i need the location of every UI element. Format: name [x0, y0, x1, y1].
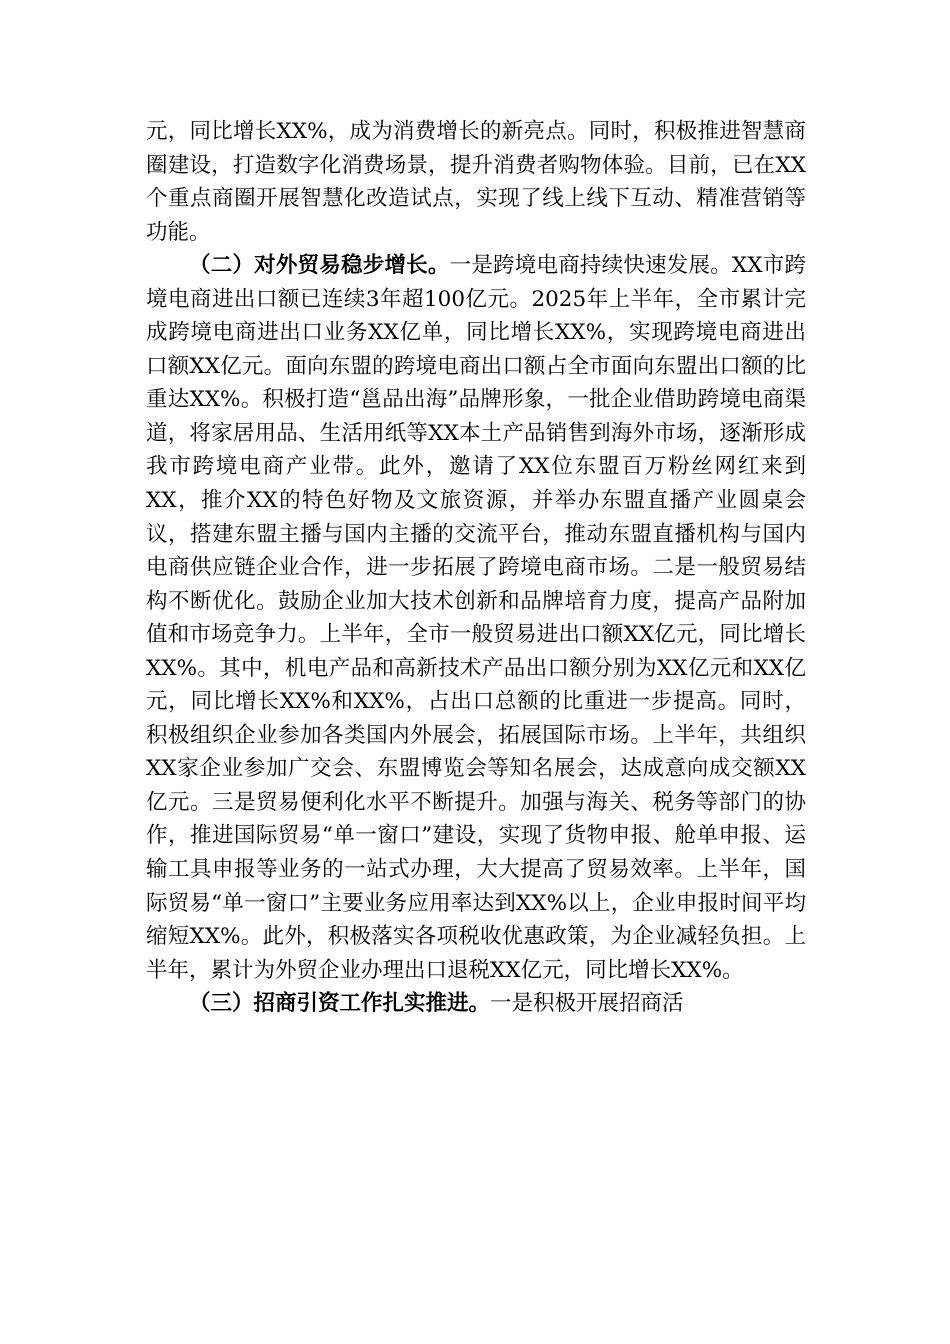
- section-heading-foreign-trade: （二）对外贸易稳步增长。: [189, 253, 450, 279]
- paragraph-text: 一是积极开展招商活: [490, 991, 684, 1017]
- document-body: [146, 115, 806, 1021]
- paragraph-consumption-continuation: [146, 115, 806, 249]
- section-heading-investment-promotion: （三）招商引资工作扎实推进。: [189, 991, 491, 1017]
- paragraph-text: 一是跨境电商持续快速发展。XX市跨境电商进出口额已连续3年超100亿元。2025年上半年，全市累计完成跨境电商进出口业务XX亿单，同比增长XX%，实现跨境电商进出口额XX亿元。面向东盟的跨境电商出口额占全市面向东盟出口额的比重达XX%。积极打造“邕品出海”品牌形象，一批企业借助跨境电商渠道，将家居用品、生活用纸等XX本土产品销售到海外市场，逐渐形成我市跨境电商产业带。此外，邀请了XX位东盟百万粉丝网红来到XX，推介XX的特色好物及文旅资源，并举办东盟直播产业圆桌会议，搭建东盟主播与国内主播的交流平台，推动东盟直播机构与国内电商供应链企业合作，进一步拓展了跨境电商市场。二是一般贸易结构不断优化。鼓励企业加大技术创新和品牌培育力度，提高产品附加值和市场竞争力。上半年，全市一般贸易进出口额XX亿元，同比增长XX%。其中，机电产品和高新技术产品出口额分别为XX亿元和XX亿元，同比增长XX%和XX%，占出口总额的比重进一步提高。同时，积极组织企业参加各类国内外展会，拓展国际市场。上半年，共组织XX家企业参加广交会、东盟博览会等知名展会，达成意向成交额XX亿元。三是贸易便利化水平不断提升。加强与海关、税务等部门的协作，推进国际贸易“单一窗口”建设，实现了货物申报、舱单申报、运输工具申报等业务的一站式办理，大大提高了贸易效率。上半年，国际贸易“单一窗口”主要业务应用率达到XX%以上，企业申报时间平均缩短XX%。此外，积极落实各项税收优惠政策，为企业减轻负担。上半年，累计为外贸企业办理出口退税XX亿元，同比增长XX%。: [146, 253, 806, 983]
- paragraph-text: 元，同比增长XX%，成为消费增长的新亮点。同时，积极推进智慧商圈建设，打造数字化消费场景，提升消费者购物体验。目前，已在XX个重点商圈开展智慧化改造试点，实现了线上线下互动、精准营销等功能。: [146, 119, 806, 245]
- paragraph-investment-promotion: [146, 987, 806, 1021]
- paragraph-foreign-trade: [146, 249, 806, 987]
